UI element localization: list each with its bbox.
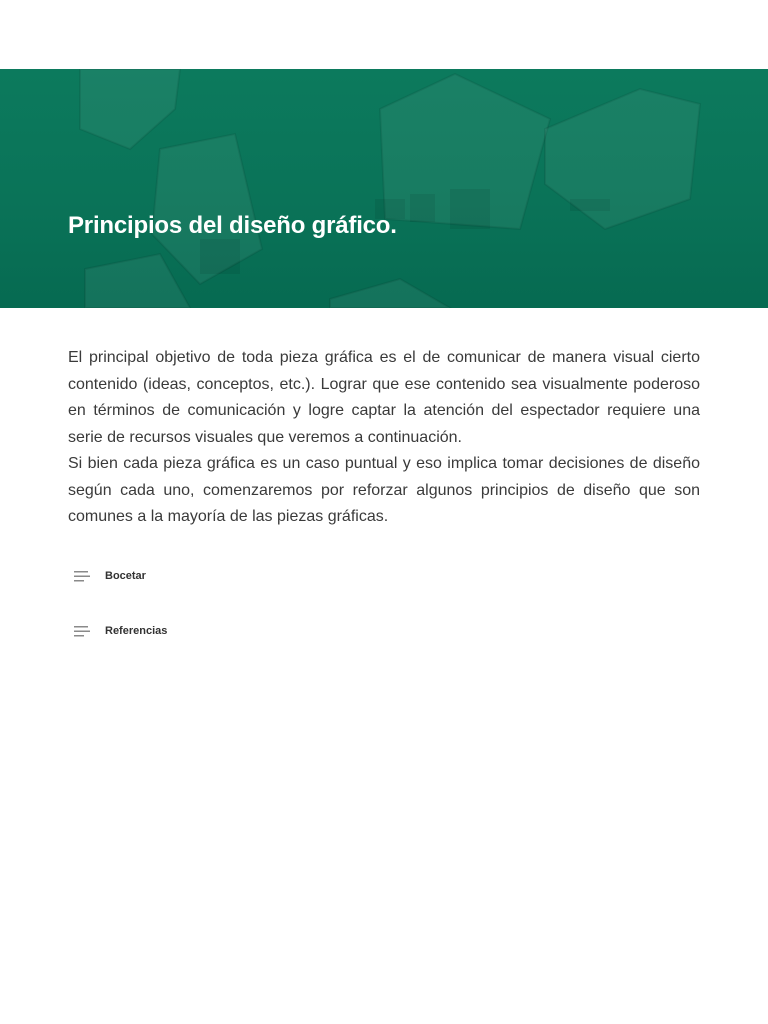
link-label: Referencias <box>105 625 168 637</box>
intro-paragraph-1: El principal objetivo de toda pieza gráfica es el de comunicar de manera visual cierto contenido (ideas, conceptos, etc.). Lograr que ese contenido sea visualmente poderoso en términos de comunicación y logre captar la atención del espectador requiere una serie de recursos visuales que veremos a continuación. <box>68 349 700 446</box>
page-title: Principios del diseño gráfico. <box>68 212 397 239</box>
text-lines-icon <box>74 624 90 638</box>
section-links <box>74 566 474 676</box>
hero-banner <box>0 69 768 308</box>
link-referencias[interactable] <box>74 621 474 641</box>
link-bocetar[interactable] <box>74 566 474 586</box>
hero-background-shapes <box>0 69 768 308</box>
link-label: Bocetar <box>105 570 146 582</box>
main-content <box>68 345 700 531</box>
intro-paragraph-2: Si bien cada pieza gráfica es un caso puntual y eso implica tomar decisiones de diseño según cada uno, comenzaremos por reforzar algunos principios de diseño que son comunes a la mayoría de las piezas gráficas. <box>68 455 700 525</box>
text-lines-icon <box>74 569 90 583</box>
